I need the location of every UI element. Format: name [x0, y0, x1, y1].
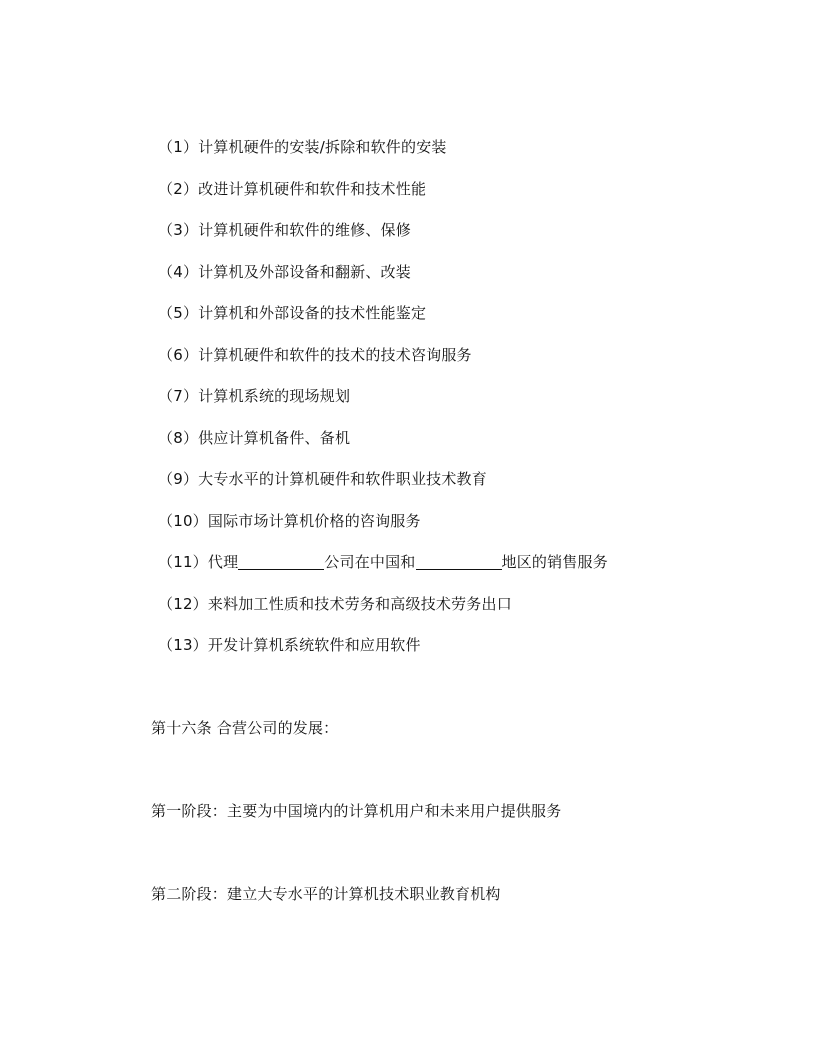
article-16-heading: 第十六条 合营公司的发展： [151, 719, 339, 737]
agency-suffix: 地区的销售服务 [501, 553, 608, 571]
list-item: （1）计算机硬件的安装/拆除和软件的安装 [158, 138, 447, 156]
list-item-agency [158, 551, 778, 593]
agency-middle: 公司在中国和 [324, 553, 416, 571]
company-name-blank [238, 553, 324, 570]
list-item: （2）改进计算机硬件和软件和技术性能 [158, 179, 427, 198]
list-item: （10）国际市场计算机价格的咨询服务 [158, 511, 421, 530]
list-item: （13）开发计算机系统软件和应用软件 [158, 636, 421, 654]
stage-one-text: 第一阶段：主要为中国境内的计算机用户和未来用户提供服务 [151, 802, 562, 820]
agency-prefix: （11）代理 [158, 553, 239, 571]
list-item: （7）计算机系统的现场规划 [158, 387, 351, 405]
list-item: （6）计算机硬件和软件的技术的技术咨询服务 [158, 345, 472, 364]
list-item: （9）大专水平的计算机硬件和软件职业技术教育 [158, 470, 487, 488]
region-blank [416, 553, 502, 570]
list-item: （4）计算机及外部设备和翻新、改装 [158, 262, 411, 281]
list-item: （5）计算机和外部设备的技术性能鉴定 [158, 304, 427, 322]
list-item: （3）计算机硬件和软件的维修、保修 [158, 221, 411, 239]
stage-two-text: 第二阶段：建立大专水平的计算机技术职业教育机构 [151, 885, 501, 903]
business-scope-list [158, 136, 778, 676]
list-item: （12）来料加工性质和技术劳务和高级技术劳务出口 [158, 594, 512, 613]
list-item: （8）供应计算机备件、备机 [158, 428, 351, 447]
